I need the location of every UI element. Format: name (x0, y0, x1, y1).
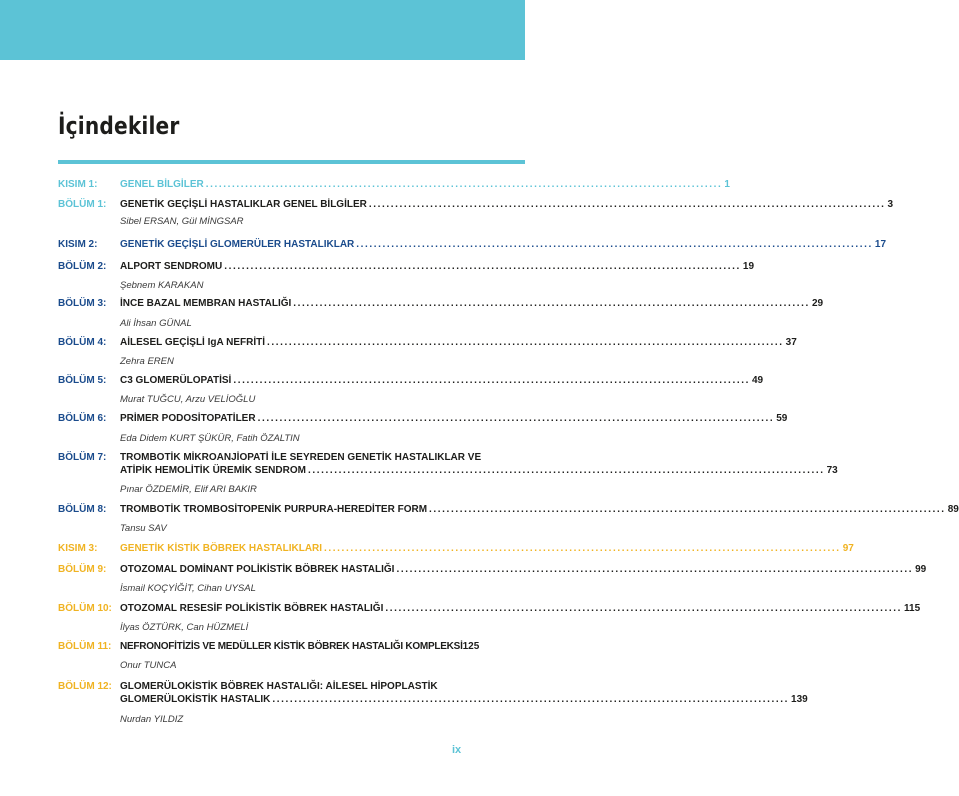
toc-code: BÖLÜM 10: (58, 603, 112, 614)
dot-leader: ...................................................................................................................... (257, 413, 775, 424)
toc-code: BÖLÜM 5: (58, 375, 107, 386)
dot-leader: ...................................................................................................................... (356, 239, 873, 250)
dot-leader: ...................................................................................................................... (324, 543, 841, 554)
toc-title: TROMBOTİK TROMBOSİTOPENİK PURPURA-HEREDİTER FORM (120, 504, 428, 515)
toc-code: BÖLÜM 8: (58, 504, 107, 515)
toc-title: OTOZOMAL DOMİNANT POLİKİSTİK BÖBREK HASTALIĞI (120, 564, 395, 575)
toc-authors: Onur TUNCA (120, 660, 177, 671)
toc-authors: Sibel ERSAN, Gül MİNGSAR (120, 216, 244, 227)
toc-page: 89 (947, 504, 959, 515)
page-title: İçindekiler (58, 112, 180, 140)
toc-title: TROMBOTİK MİKROANJİOPATİ İLE SEYREDEN GENETİK HASTALIKLAR VE (120, 452, 482, 463)
toc-title: GENETİK KİSTİK BÖBREK HASTALIKLARI (120, 543, 323, 554)
toc-authors: İlyas ÖZTÜRK, Can HÜZMELİ (120, 622, 249, 633)
toc-code: BÖLÜM 12: (58, 681, 112, 692)
toc-title: AİLESEL GEÇİŞLİ IgA NEFRİTİ (120, 337, 266, 348)
toc-authors: İsmail KOÇYİĞİT, Cihan UYSAL (120, 583, 256, 594)
toc-page: 97 (842, 543, 854, 554)
toc-title: PRİMER PODOSİTOPATİLER (120, 413, 256, 424)
toc-code: BÖLÜM 11: (58, 641, 112, 652)
toc-page: 139 (791, 694, 808, 705)
toc-title: GENETİK GEÇİŞLİ HASTALIKLAR GENEL BİLGİLER (120, 199, 367, 210)
dot-leader: ...................................................................................................................... (396, 564, 914, 575)
dot-leader: ...................................................................................................................... (224, 261, 741, 272)
toc-title: İNCE BAZAL MEMBRAN HASTALIĞI (120, 298, 292, 309)
toc-title: NEFRONOFİTİZİS VE MEDÜLLER KİSTİK BÖBREK HASTALIĞI KOMPLEKSİ (120, 641, 463, 652)
dot-leader: ...................................................................................................................... (267, 337, 784, 348)
dot-leader: ...................................................................................................................... (385, 603, 903, 614)
toc-title-continued: GLOMERÜLOKİSTİK HASTALIK (120, 694, 271, 705)
toc-code: BÖLÜM 1: (58, 199, 107, 210)
toc-authors: Ali İhsan GÜNAL (120, 318, 192, 329)
toc-page: 1 (724, 179, 730, 190)
toc-title: GENEL BİLGİLER (120, 179, 204, 190)
toc-page: 19 (742, 261, 755, 272)
toc-page: 3 (887, 199, 894, 210)
toc-authors: Murat TUĞCU, Arzu VELİOĞLU (120, 394, 256, 405)
toc-page: 73 (826, 465, 838, 476)
toc-page: 49 (751, 375, 764, 386)
toc-code: BÖLÜM 3: (58, 298, 107, 309)
toc-title: GLOMERÜLOKİSTİK BÖBREK HASTALIĞI: AİLESEL HİPOPLASTİK (120, 681, 438, 692)
toc-authors: Pınar ÖZDEMİR, Elif ARI BAKIR (120, 484, 257, 495)
toc-page: 17 (874, 239, 887, 250)
dot-leader: ...................................................................................................................... (233, 375, 750, 386)
dot-leader: ...................................................................................................................... (307, 465, 825, 476)
dot-leader: ...................................................................................................................... (368, 199, 886, 210)
toc-title: GENETİK GEÇİŞLİ GLOMERÜLER HASTALIKLAR (120, 239, 355, 250)
toc-authors: Tansu SAV (120, 523, 167, 534)
toc-code: BÖLÜM 4: (58, 337, 107, 348)
toc-page: 125 (462, 641, 480, 652)
toc-code: BÖLÜM 7: (58, 452, 107, 463)
toc-authors: Zehra EREN (120, 356, 174, 367)
dot-leader: ...................................................................................................................... (429, 504, 946, 515)
dot-leader: ...................................................................................................................... (205, 179, 723, 190)
toc-title: ALPORT SENDROMU (120, 261, 223, 272)
toc-page: 59 (776, 413, 788, 424)
toc-page: 29 (811, 298, 824, 309)
toc-code: BÖLÜM 9: (58, 564, 107, 575)
dot-leader: ...................................................................................................................... (272, 694, 790, 705)
toc-code: KISIM 2: (58, 239, 98, 250)
page-number: ix (452, 744, 462, 756)
toc-code: KISIM 1: (58, 179, 98, 190)
toc-page: 37 (785, 337, 797, 348)
toc-authors: Şebnem KARAKAN (120, 280, 204, 291)
toc-code: BÖLÜM 6: (58, 413, 107, 424)
toc-authors: Nurdan YILDIZ (120, 714, 184, 725)
toc-page: 99 (915, 564, 927, 575)
toc-title: OTOZOMAL RESESİF POLİKİSTİK BÖBREK HASTALIĞI (120, 603, 384, 614)
toc-code: KISIM 3: (58, 543, 98, 554)
toc-authors: Eda Didem KURT ŞÜKÜR, Fatih ÖZALTIN (120, 433, 300, 444)
toc-page: 115 (904, 603, 921, 614)
dot-leader: ...................................................................................................................... (293, 298, 810, 309)
toc-title-continued: ATİPİK HEMOLİTİK ÜREMİK SENDROM (120, 465, 306, 476)
toc-title: C3 GLOMERÜLOPATİSİ (120, 375, 232, 386)
toc-code: BÖLÜM 2: (58, 261, 107, 272)
